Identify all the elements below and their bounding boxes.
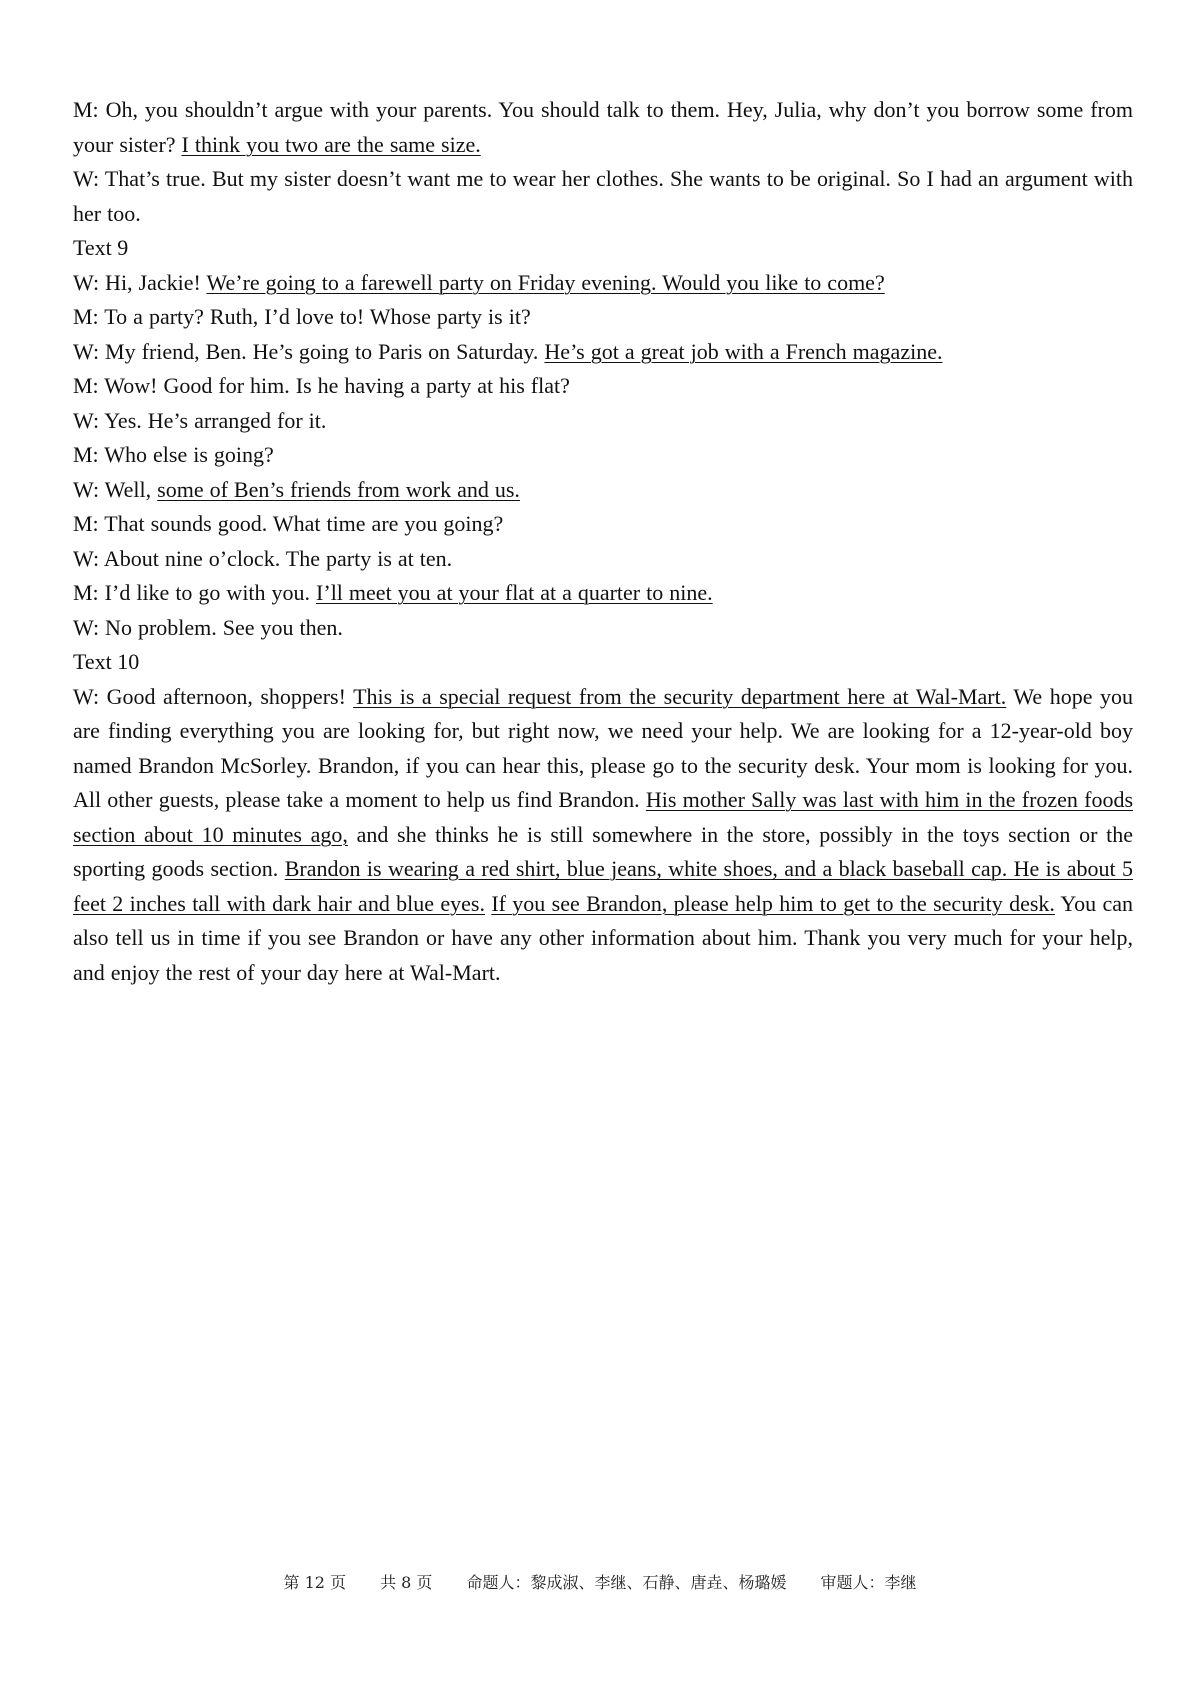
transcript-line — [73, 404, 1133, 439]
transcript-text: W: No problem. See you then. — [73, 614, 343, 640]
transcript-text: W: Well, — [73, 476, 158, 502]
transcript-text: W: Good afternoon, shoppers! — [73, 683, 354, 709]
footer-reviewer: 审题人：李继 — [820, 1573, 917, 1592]
underlined-answer-text: This is a special request from the security department here at Wal-Mart. — [353, 683, 1007, 709]
underlined-answer-text: His mother Sally was last with him in the frozen foods section about 10 minutes ago, — [73, 787, 1134, 847]
underlined-answer-text: Brandon is wearing a red shirt, blue jeans, white shoes, and a black baseball cap. He is about 5 feet 2 inches tall with dark hair and blue eyes. — [73, 856, 1133, 916]
footer-page-number: 第 12 页 — [283, 1573, 347, 1592]
transcript-text: W: Yes. He’s arranged for it. — [73, 407, 327, 433]
page-footer — [0, 1570, 1200, 1593]
transcript-line — [73, 611, 1133, 646]
transcript-text: Text 9 — [73, 235, 129, 260]
transcript-line — [73, 438, 1133, 473]
transcript-text: M: To a party? Ruth, I’d love to! Whose party is it? — [73, 304, 531, 329]
transcript-text: M: I’d like to go with you. — [73, 580, 317, 605]
section-heading — [73, 645, 1133, 680]
underlined-answer-text: If you see Brandon, please help him to get to the security desk. — [491, 890, 1055, 916]
underlined-answer-text: I think you two are the same size. — [181, 131, 481, 157]
transcript-line — [73, 93, 1133, 162]
transcript-line — [73, 162, 1133, 231]
transcript-text: W: Hi, Jackie! — [73, 269, 207, 295]
transcript-line — [73, 680, 1133, 991]
transcript-line — [73, 542, 1133, 577]
transcript-line — [73, 369, 1133, 404]
section-heading — [73, 231, 1133, 266]
transcript-text: You can also tell us in time if you see Brandon or have any other information about him. Thank you very much for your help, and enjoy the rest of your day here at Wal-Mart. — [73, 890, 1133, 985]
transcript-text: M: Who else is going? — [73, 442, 274, 467]
transcript-text: We hope you are finding everything you are looking for, but right now, we need your help. We are looking for a 12-year-old boy named Brandon McSorley. Brandon, if you can hear this, please go to the security desk. Your mom is looking for you. All other guests, please take a moment to help us find Brandon. — [73, 683, 1133, 812]
transcript-text: Text 10 — [73, 649, 140, 674]
footer-authors: 命题人：黎成淑、李继、石静、唐垚、杨璐媛 — [466, 1573, 787, 1592]
transcript-line — [73, 266, 1133, 301]
transcript-text: M: Wow! Good for him. Is he having a party at his flat? — [73, 373, 570, 398]
underlined-answer-text: He’s got a great job with a French magazine. — [544, 338, 943, 364]
transcript-text: M: Oh, you shouldn’t argue with your parents. You should talk to them. Hey, Julia, why don’t you borrow some from your sister? — [73, 97, 1133, 157]
document-body — [73, 93, 1133, 990]
transcript-line — [73, 473, 1133, 508]
footer-total-pages: 共 8 页 — [380, 1573, 433, 1592]
transcript-line — [73, 335, 1133, 370]
transcript-text: W: That’s true. But my sister doesn’t want me to wear her clothes. She wants to be original. So I had an argument with her too. — [73, 166, 1133, 226]
underlined-answer-text: some of Ben’s friends from work and us. — [157, 476, 520, 502]
underlined-answer-text: We’re going to a farewell party on Friday evening. Would you like to come? — [206, 269, 885, 295]
transcript-text: and she thinks he is still somewhere in the store, possibly in the toys section or the sporting goods section. — [73, 821, 1133, 881]
transcript-line — [73, 300, 1133, 335]
transcript-text: W: About nine o’clock. The party is at ten. — [73, 545, 453, 571]
transcript-line — [73, 507, 1133, 542]
transcript-text: M: That sounds good. What time are you going? — [73, 511, 504, 536]
underlined-answer-text: I’ll meet you at your flat at a quarter to nine. — [316, 580, 713, 605]
transcript-text: W: My friend, Ben. He’s going to Paris on Saturday. — [73, 338, 545, 364]
transcript-line — [73, 576, 1133, 611]
